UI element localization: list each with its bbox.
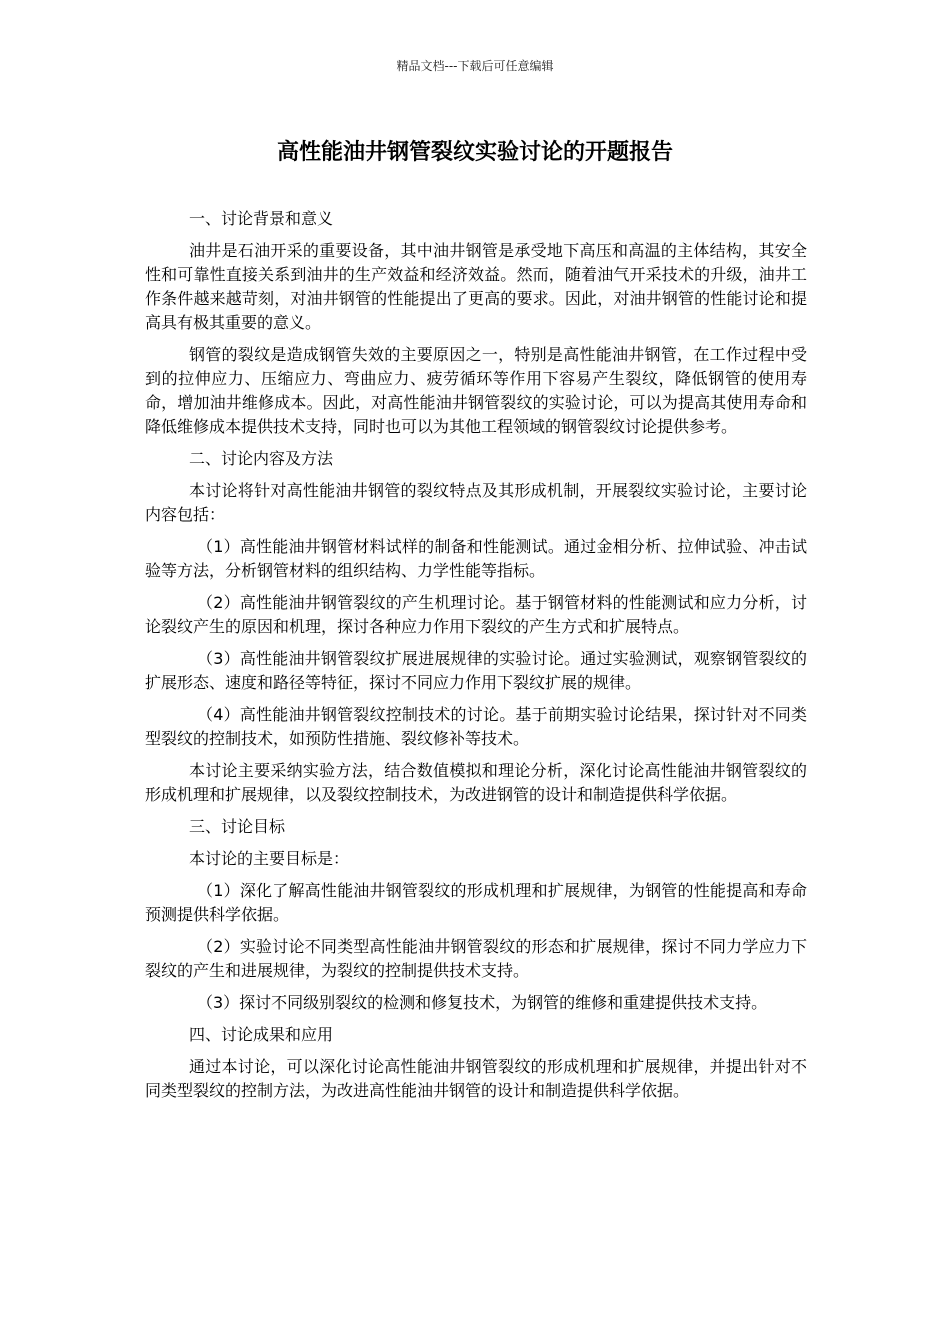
list-item-content-3: （3）高性能油井钢管裂纹扩展进展规律的实验讨论。通过实验测试，观察钢管裂纹的扩展形态、速度和路径等特征，探讨不同应力作用下裂纹扩展的规律。	[145, 649, 807, 692]
section-heading-goals: 三、讨论目标	[189, 817, 286, 836]
document-body	[145, 207, 807, 1103]
paragraph-goals-intro: 本讨论的主要目标是：	[189, 849, 350, 868]
list-item-goal-2: （2）实验讨论不同类型高性能油井钢管裂纹的形态和扩展规律，探讨不同力学应力下裂纹的产生和进展规律，为裂纹的控制提供技术支持。	[145, 937, 807, 980]
page-header: 精品文档---下载后可任意编辑	[396, 59, 554, 73]
paragraph-methods: 本讨论主要采纳实验方法，结合数值模拟和理论分析，深化讨论高性能油井钢管裂纹的形成机理和扩展规律，以及裂纹控制技术，为改进钢管的设计和制造提供科学依据。	[145, 761, 807, 804]
document-title: 高性能油井钢管裂纹实验讨论的开题报告	[276, 140, 673, 165]
section-heading-content-methods: 二、讨论内容及方法	[189, 449, 334, 468]
paragraph-background-1: 油井是石油开采的重要设备，其中油井钢管是承受地下高压和高温的主体结构，其安全性和可靠性直接关系到油井的生产效益和经济效益。然而，随着油气开采技术的升级，油井工作条件越来越苛刻，对油井钢管的性能提出了更高的要求。因此，对油井钢管的性能讨论和提高具有极其重要的意义。	[145, 241, 807, 332]
list-item-goal-3: （3）探讨不同级别裂纹的检测和修复技术，为钢管的维修和重建提供技术支持。	[197, 993, 768, 1012]
list-item-goal-1: （1）深化了解高性能油井钢管裂纹的形成机理和扩展规律，为钢管的性能提高和寿命预测提供科学依据。	[145, 881, 807, 924]
section-heading-background: 一、讨论背景和意义	[189, 209, 334, 228]
paragraph-content-intro: 本讨论将针对高性能油井钢管的裂纹特点及其形成机制，开展裂纹实验讨论，主要讨论内容包括：	[145, 481, 807, 524]
list-item-content-1: （1）高性能油井钢管材料试样的制备和性能测试。通过金相分析、拉伸试验、冲击试验等方法，分析钢管材料的组织结构、力学性能等指标。	[145, 537, 807, 580]
list-item-content-2: （2）高性能油井钢管裂纹的产生机理讨论。基于钢管材料的性能测试和应力分析，讨论裂纹产生的原因和机理，探讨各种应力作用下裂纹的产生方式和扩展特点。	[145, 593, 807, 636]
paragraph-results: 通过本讨论，可以深化讨论高性能油井钢管裂纹的形成机理和扩展规律，并提出针对不同类型裂纹的控制方法，为改进高性能油井钢管的设计和制造提供科学依据。	[145, 1057, 807, 1100]
paragraph-background-2: 钢管的裂纹是造成钢管失效的主要原因之一，特别是高性能油井钢管，在工作过程中受到的拉伸应力、压缩应力、弯曲应力、疲劳循环等作用下容易产生裂纹，降低钢管的使用寿命，增加油井维修成本。因此，对高性能油井钢管裂纹的实验讨论，可以为提高其使用寿命和降低维修成本提供技术支持，同时也可以为其他工程领域的钢管裂纹讨论提供参考。	[145, 345, 807, 436]
section-heading-results: 四、讨论成果和应用	[189, 1025, 334, 1044]
list-item-content-4: （4）高性能油井钢管裂纹控制技术的讨论。基于前期实验讨论结果，探讨针对不同类型裂纹的控制技术，如预防性措施、裂纹修补等技术。	[145, 705, 807, 748]
